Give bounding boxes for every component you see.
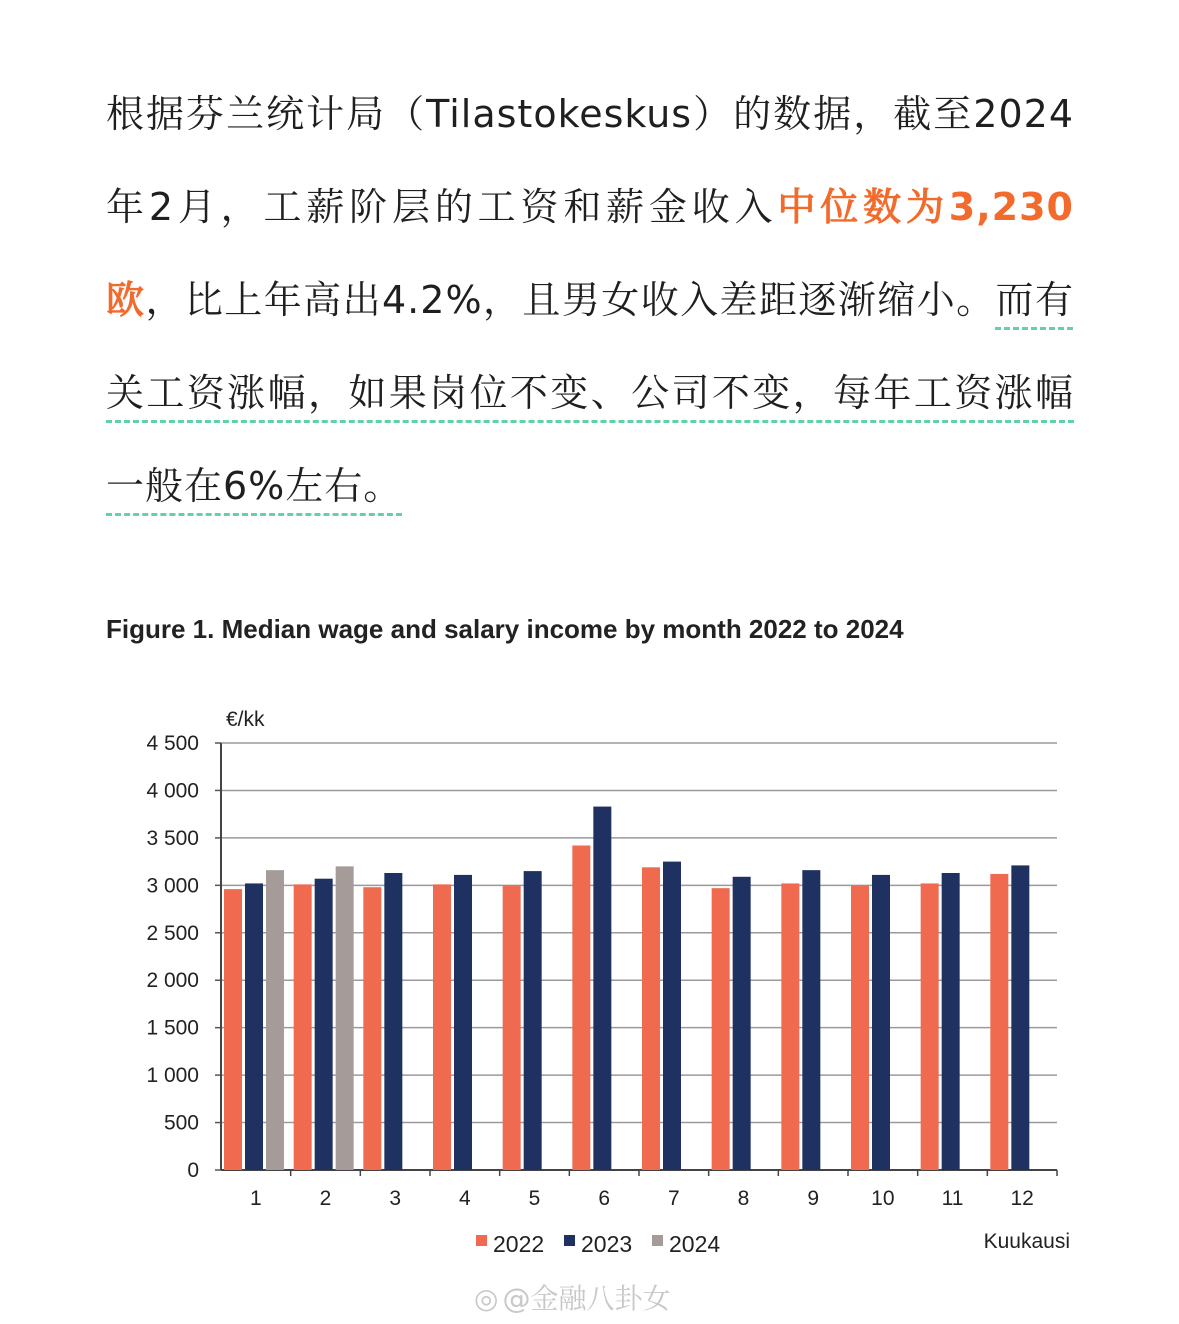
legend-label-2024: 2024	[669, 1231, 721, 1257]
bar-2024	[336, 866, 354, 1170]
x-tick-label: 12	[1010, 1187, 1034, 1210]
bar-2022	[294, 884, 312, 1170]
bar-2023	[384, 873, 402, 1170]
article-text	[106, 68, 1074, 533]
bar-2023	[733, 877, 751, 1170]
bar-2023	[524, 871, 542, 1170]
x-tick-label: 3	[389, 1187, 402, 1210]
bar-2023	[942, 873, 960, 1170]
x-tick-label: 8	[737, 1187, 750, 1210]
x-tick-label: 9	[807, 1187, 820, 1210]
y-tick-label: 3 000	[146, 874, 199, 898]
y-tick-label: 2 000	[146, 969, 199, 993]
x-tick-label: 11	[941, 1187, 964, 1210]
bar-2022	[921, 883, 939, 1170]
y-tick-label: 1 500	[146, 1016, 199, 1040]
x-tick-label: 7	[667, 1187, 680, 1210]
weibo-icon: ◎	[474, 1282, 499, 1315]
bar-2023	[454, 875, 472, 1170]
bar-2022	[503, 885, 521, 1170]
y-tick-label: 2 500	[146, 921, 199, 945]
article-paragraph-start: 根据芬兰统计局（Tilastokeskus）的数据，截至2024年2月，工薪阶层的工资和薪金收入	[106, 92, 1074, 229]
y-tick-label: 3 500	[146, 826, 199, 850]
bar-2022	[712, 888, 730, 1170]
y-tick-label: 0	[187, 1159, 199, 1182]
bar-2023	[802, 870, 820, 1170]
bar-chart	[0, 690, 1179, 1270]
bar-2022	[224, 889, 242, 1170]
bar-2022	[572, 845, 590, 1170]
bar-2022	[990, 874, 1008, 1170]
y-tick-label: 500	[163, 1111, 199, 1135]
bar-2023	[245, 883, 263, 1170]
watermark	[474, 1277, 670, 1317]
x-tick-label: 5	[528, 1187, 541, 1210]
legend-label-2022: 2022	[493, 1231, 545, 1257]
bar-2023	[1011, 865, 1029, 1170]
bar-2023	[315, 879, 333, 1170]
bar-2023	[593, 807, 611, 1170]
bar-2022	[433, 884, 451, 1170]
figure-title: Figure 1. Median wage and salary income by month 2022 to 2024	[106, 614, 904, 644]
x-tick-label: 4	[458, 1187, 471, 1210]
y-tick-label: 1 000	[146, 1064, 199, 1088]
legend-swatch-2024	[652, 1235, 663, 1246]
x-tick-label: 6	[598, 1187, 611, 1210]
legend-swatch-2022	[476, 1235, 487, 1246]
x-tick-label: 1	[249, 1187, 262, 1210]
wage-growth-underlined: 而有关工资涨幅，如果岗位不变、公司不变，每年工资涨幅一般在6%左右。	[106, 278, 1074, 508]
legend-swatch-2023	[564, 1235, 575, 1246]
bar-2022	[363, 887, 381, 1170]
x-tick-label: 2	[319, 1187, 332, 1210]
legend-label-2023: 2023	[581, 1231, 633, 1257]
bar-2022	[642, 867, 660, 1170]
median-income-highlight: 中位数为3,230欧	[106, 185, 1074, 322]
y-tick-label: 4 000	[146, 779, 199, 803]
watermark-text: @金融八卦女	[502, 1282, 671, 1315]
y-axis-label: €/kk	[226, 708, 265, 731]
y-tick-label: 4 500	[146, 732, 199, 755]
bar-2022	[781, 883, 799, 1170]
bar-2023	[663, 862, 681, 1170]
article-paragraph-middle: ，比上年高出4.2%，且男女收入差距逐渐缩小。	[145, 278, 996, 322]
x-tick-label: 10	[871, 1187, 895, 1210]
bar-2023	[872, 875, 890, 1170]
bar-2022	[851, 885, 869, 1170]
bar-2024	[266, 870, 284, 1170]
x-axis-label: Kuukausi	[983, 1230, 1070, 1253]
